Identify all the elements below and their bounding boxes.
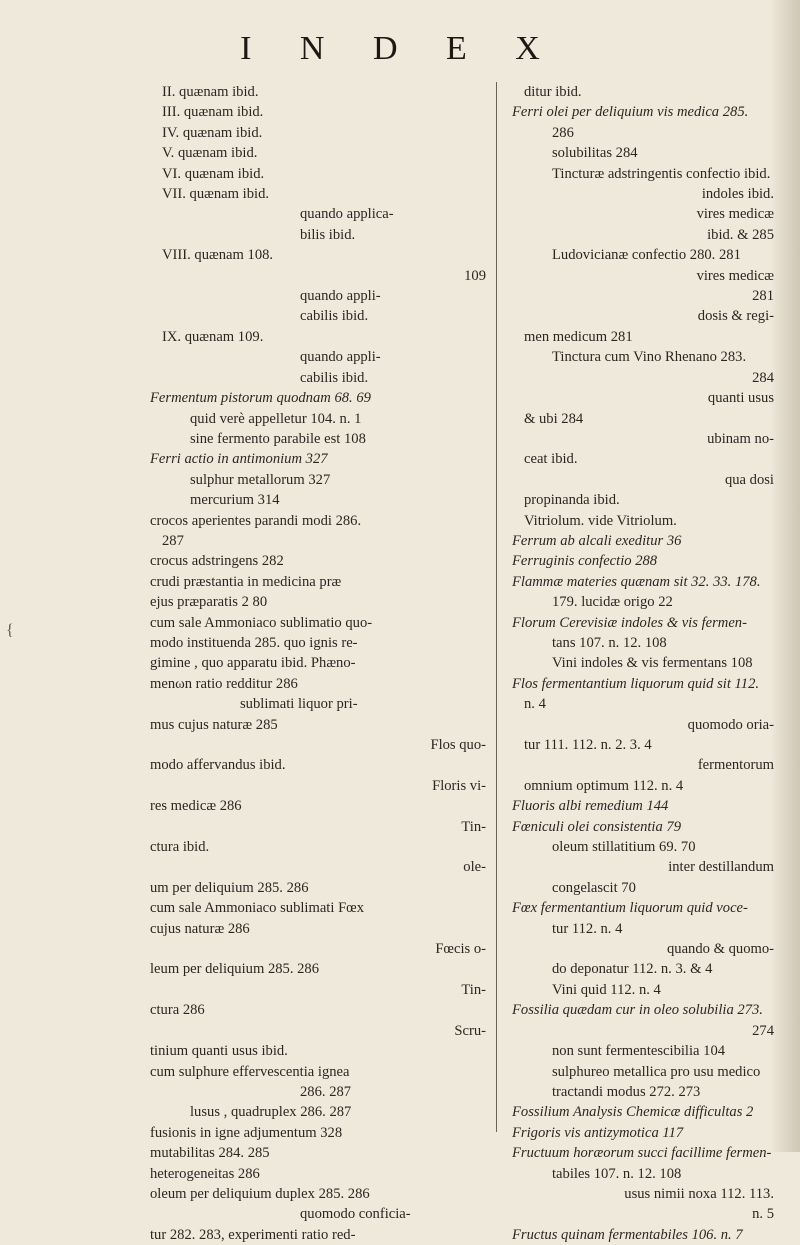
index-entry: Flos fermentantium liquorum quid sit 112. bbox=[512, 675, 760, 692]
index-entry: 179. lucidæ origo 22 bbox=[552, 594, 673, 611]
index-entry: mercurium 314 bbox=[190, 492, 280, 509]
index-entry: modo instituenda 285. quo ignis re- bbox=[150, 634, 358, 651]
index-entry: Vini quid 112. n. 4 bbox=[552, 981, 661, 998]
index-entry: Scru- bbox=[454, 1022, 486, 1039]
index-entry: Flos quo- bbox=[430, 737, 486, 753]
index-entry: quando applica- bbox=[300, 206, 394, 223]
index-entry: ctura 286 bbox=[150, 1002, 205, 1019]
index-entry: Frigoris vis antizymotica 117 bbox=[512, 1124, 684, 1141]
index-entry: Ferri actio in antimonium 327 bbox=[150, 451, 328, 468]
index-entry: quando appli- bbox=[300, 349, 381, 366]
index-left-column bbox=[150, 82, 486, 1245]
index-entry: III. quænam ibid. bbox=[162, 104, 264, 121]
index-right-column bbox=[512, 82, 774, 1245]
index-entry: Floris vi- bbox=[432, 777, 486, 794]
index-entry: Vini indoles & vis fermentans 108 bbox=[552, 655, 753, 672]
index-entry: Fœniculi olei consistentia 79 bbox=[512, 818, 682, 835]
index-entry: sulphureo metallica pro usu medico bbox=[552, 1063, 761, 1080]
index-entry: II. quænam ibid. bbox=[162, 84, 259, 100]
index-entry: solubilitas 284 bbox=[552, 145, 638, 162]
index-entry: VI. quænam ibid. bbox=[162, 165, 265, 182]
index-entry: tur 282. 283, experimenti ratio red- bbox=[150, 1226, 356, 1243]
index-entry: 109 bbox=[464, 267, 486, 284]
index-entry: lusus , quadruplex 286. 287 bbox=[190, 1104, 352, 1121]
page-edge-shadow bbox=[770, 0, 800, 1152]
index-entry: Fructuum horæorum succi facillime fermen- bbox=[512, 1145, 772, 1162]
index-entry: n. 4 bbox=[524, 696, 546, 713]
column-divider bbox=[496, 82, 497, 1132]
index-entry: 286 bbox=[552, 124, 574, 141]
index-entry: ctura ibid. bbox=[150, 839, 210, 856]
index-entry: Tincturæ adstringentis confectio ibid. bbox=[552, 165, 771, 182]
index-entry: ejus præparatis 2 80 bbox=[150, 594, 268, 611]
index-entry: sublimati liquor pri- bbox=[240, 696, 358, 713]
index-entry: um per deliquium 285. 286 bbox=[150, 879, 309, 896]
page-header: I N D E X bbox=[240, 30, 560, 67]
index-entry: heterogeneitas 286 bbox=[150, 1165, 260, 1182]
index-entry: omnium optimum 112. n. 4 bbox=[524, 777, 684, 794]
index-entry: Tin- bbox=[461, 981, 486, 998]
index-entry: 274 bbox=[752, 1022, 774, 1039]
index-entry: leum per deliquium 285. 286 bbox=[150, 961, 320, 978]
index-entry: quid verè appelletur 104. n. 1 bbox=[190, 410, 362, 427]
index-entry: crocus adstringens 282 bbox=[150, 553, 284, 570]
index-entry: mus cujus naturæ 285 bbox=[150, 716, 278, 733]
index-entry: sulphur metallorum 327 bbox=[190, 471, 331, 488]
index-entry: Flammæ materies quænam sit 32. 33. 178. bbox=[512, 573, 761, 590]
index-entry: Ferri olei per deliquium vis medica 285. bbox=[512, 104, 749, 121]
index-entry: Tin- bbox=[461, 818, 486, 835]
index-entry: cabilis ibid. bbox=[300, 369, 369, 386]
index-entry: & ubi 284 bbox=[524, 410, 584, 427]
index-entry: ibid. & 285 bbox=[707, 226, 774, 243]
index-entry: 286. 287 bbox=[300, 1083, 352, 1100]
index-entry: quanti usus bbox=[707, 390, 774, 407]
index-entry: tur 112. n. 4 bbox=[552, 920, 623, 937]
index-entry: Fluoris albi remedium 144 bbox=[512, 798, 669, 815]
index-entry: men medicum 281 bbox=[524, 328, 633, 345]
index-entry: vires medicæ bbox=[696, 267, 774, 284]
index-entry: Ludovicianæ confectio 280. 281 bbox=[552, 247, 741, 264]
index-entry: quando & quomo- bbox=[666, 941, 774, 958]
index-entry: 287 bbox=[162, 532, 184, 549]
index-entry: quando appli- bbox=[300, 288, 381, 305]
index-entry: congelascit 70 bbox=[552, 879, 636, 896]
index-entry: vires medicæ bbox=[696, 206, 774, 223]
index-entry: fermentorum bbox=[697, 757, 774, 774]
index-entry: tans 107. n. 12. 108 bbox=[552, 634, 667, 651]
index-entry: fusionis in igne adjumentum 328 bbox=[150, 1124, 343, 1141]
index-entry: menωn ratio redditur 286 bbox=[150, 675, 298, 692]
index-entry: Fossilia quædam cur in oleo solubilia 273. bbox=[512, 1002, 763, 1019]
index-entry: non sunt fermentescibilia 104 bbox=[552, 1043, 726, 1060]
index-entry: quomodo conficia- bbox=[300, 1206, 411, 1223]
index-entry: Fermentum pistorum quodnam 68. 69 bbox=[150, 390, 371, 407]
index-entry: ditur ibid. bbox=[524, 84, 582, 100]
index-entry: V. quænam ibid. bbox=[162, 145, 258, 162]
index-entry: oleum per deliquium duplex 285. 286 bbox=[150, 1185, 370, 1202]
index-entry: ceat ibid. bbox=[524, 451, 578, 468]
index-entry: Tinctura cum Vino Rhenano 283. bbox=[552, 349, 747, 366]
index-entry: Fœx fermentantium liquorum quid voce- bbox=[512, 900, 748, 917]
margin-mark: { bbox=[6, 622, 14, 639]
index-entry: VII. quænam ibid. bbox=[162, 186, 270, 203]
index-entry: gimine , quo apparatu ibid. Phæno- bbox=[150, 655, 356, 672]
index-entry: cabilis ibid. bbox=[300, 308, 369, 325]
index-entry: tractandi modus 272. 273 bbox=[552, 1083, 701, 1100]
index-entry: indoles ibid. bbox=[701, 186, 774, 203]
index-entry: Florum Cerevisiæ indoles & vis fermen- bbox=[512, 614, 747, 631]
index-entry: Ferruginis confectio 288 bbox=[512, 553, 658, 570]
index-entry: tur 111. 112. n. 2. 3. 4 bbox=[524, 737, 652, 753]
index-entry: cum sale Ammoniaco sublimati Fœx bbox=[150, 900, 365, 917]
index-entry: sine fermento parabile est 108 bbox=[190, 430, 366, 447]
index-entry: inter destillandum bbox=[668, 859, 774, 876]
index-entry: cum sale Ammoniaco sublimatio quo- bbox=[150, 614, 373, 631]
index-entry: tinium quanti usus ibid. bbox=[150, 1043, 288, 1060]
index-entry: Ferrum ab alcali exeditur 36 bbox=[512, 532, 682, 549]
index-entry: Fructus quinam fermentabiles 106. n. 7 bbox=[512, 1226, 743, 1243]
index-entry: bilis ibid. bbox=[300, 226, 356, 243]
index-entry: IX. quænam 109. bbox=[162, 328, 264, 345]
index-entry: cum sulphure effervescentia ignea bbox=[150, 1063, 350, 1080]
index-entry: IV. quænam ibid. bbox=[162, 124, 263, 141]
index-entry: ubinam no- bbox=[707, 430, 774, 447]
index-entry: n. 5 bbox=[752, 1206, 774, 1223]
index-entry: modo affervandus ibid. bbox=[150, 757, 286, 774]
index-entry: oleum stillatitium 69. 70 bbox=[552, 839, 696, 856]
index-entry: dosis & regi- bbox=[697, 308, 774, 325]
index-entry: propinanda ibid. bbox=[524, 492, 620, 509]
index-entry: Fœcis o- bbox=[435, 941, 486, 958]
index-entry: usus nimii noxa 112. 113. bbox=[624, 1185, 774, 1202]
index-entry: cujus naturæ 286 bbox=[150, 920, 250, 937]
index-entry: qua dosi bbox=[724, 471, 774, 488]
index-entry: VIII. quænam 108. bbox=[162, 247, 274, 264]
index-entry: crudi præstantia in medicina præ bbox=[150, 573, 342, 590]
index-entry: 284 bbox=[752, 369, 774, 386]
index-entry: res medicæ 286 bbox=[150, 798, 242, 815]
index-entry: quomodo oria- bbox=[687, 716, 774, 733]
index-entry: 281 bbox=[752, 288, 774, 305]
index-entry: ole- bbox=[463, 859, 486, 876]
index-entry: tabiles 107. n. 12. 108 bbox=[552, 1165, 682, 1182]
index-entry: do deponatur 112. n. 3. & 4 bbox=[552, 961, 713, 978]
index-entry: Vitriolum. vide Vitriolum. bbox=[524, 512, 677, 529]
index-entry: Fossilium Analysis Chemicæ difficultas 2 bbox=[512, 1104, 754, 1121]
index-entry: crocos aperientes parandi modi 286. bbox=[150, 512, 362, 529]
index-entry: mutabilitas 284. 285 bbox=[150, 1145, 270, 1162]
